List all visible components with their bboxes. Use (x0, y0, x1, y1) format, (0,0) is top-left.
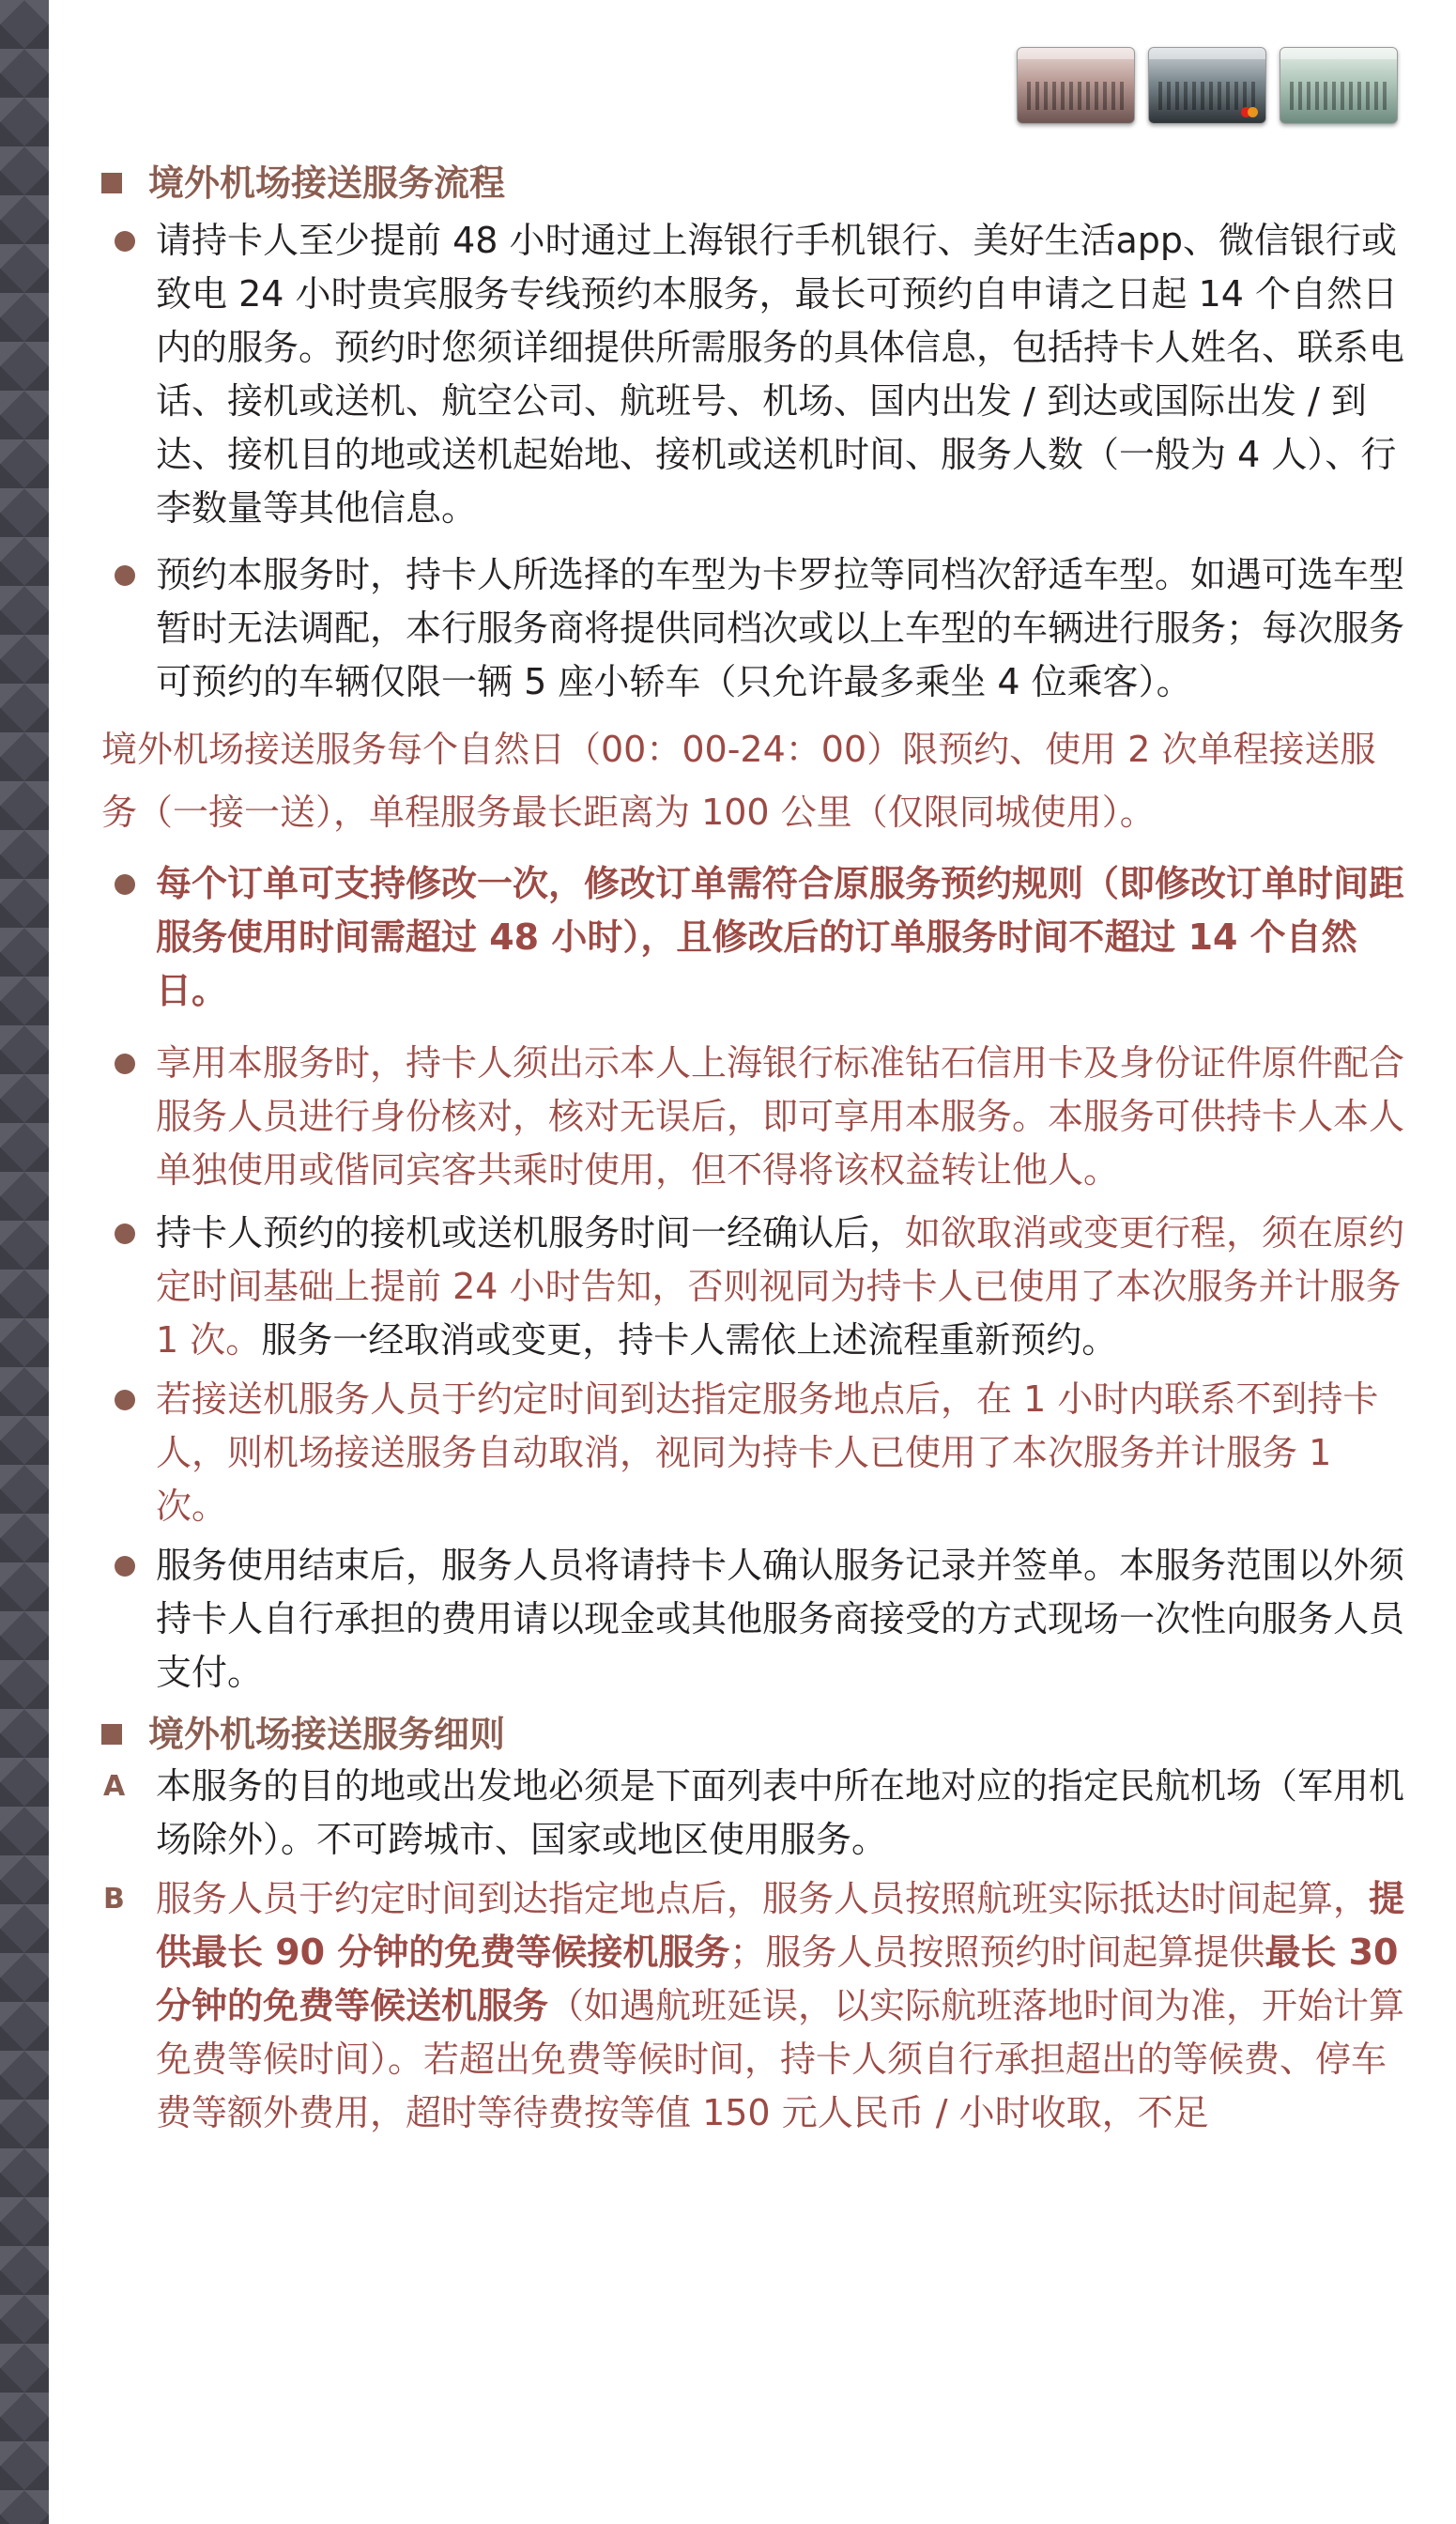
bullet-text: 预约本服务时，持卡人所选择的车型为卡罗拉等同档次舒适车型。如遇可选车型暂时无法调配，本行服务商将提供同档次或以上车型的车辆进行服务；每次服务可预约的车辆仅限一辆 5 座小轿车（只允许最多乘坐 4 位乘客）。 (156, 554, 1405, 702)
bullet-text-part2: 如欲取消或变更行程，须在原约定时间基础上提前 24 小时告知，否则视同为持卡人已使用了本次服务并计服务 1 次。 (156, 1212, 1405, 1361)
credit-card-image-1 (1017, 47, 1135, 124)
section-title: 境外机场接送服务流程 (148, 162, 506, 204)
bullet-item-cancel-change (101, 1207, 1411, 1367)
bullet-text: 每个订单可支持修改一次，修改订单需符合原服务预约规则（即修改订单时间距服务使用时间需超过 48 小时），且修改后的订单服务时间不超过 14 个自然日。 (156, 863, 1405, 1011)
bullet-text: 服务使用结束后，服务人员将请持卡人确认服务记录并签单。本服务范围以外须持卡人自行承担的费用请以现金或其他服务商接受的方式现场一次性向服务人员支付。 (156, 1545, 1405, 1693)
rule-item-b (101, 1872, 1411, 2140)
mastercard-logo-icon (1241, 107, 1258, 117)
bullet-item-identity (101, 1037, 1411, 1197)
decorative-side-border (0, 0, 49, 2524)
rule-text-part2: 提供最长 90 分钟的免费等候接机服务 (156, 1878, 1405, 1973)
bullet-dot-icon (115, 231, 135, 252)
rule-text-part5: （如遇航班延误，以实际航班落地时间为准，开始计算免费等候时间）。若超出免费等候时间，持卡人须自行承担超出的等候费、停车费等额外费用，超时等待费按等值 150 元人民币 / 小时收取，不足 (156, 1985, 1405, 2133)
rule-text-part3: ；服务人员按照预约时间起算提供 (729, 1931, 1265, 1973)
bullet-dot-icon (115, 1224, 135, 1244)
bullet-item-signoff (101, 1539, 1411, 1700)
section-heading-rules (101, 1709, 1411, 1760)
rule-item-a (101, 1760, 1411, 1867)
credit-card-image-3 (1280, 47, 1398, 124)
bullet-text-part3: 服务一经取消或变更，持卡人需依上述流程重新预约。 (261, 1319, 1118, 1361)
bullet-item-vehicle (101, 548, 1411, 709)
bullet-item-booking (101, 214, 1411, 535)
bullet-text: 若接送机服务人员于约定时间到达指定服务地点后，在 1 小时内联系不到持卡人，则机场接送服务自动取消，视同为持卡人已使用了本次服务并计服务 1 次。 (156, 1378, 1379, 1527)
bullet-item-no-show (101, 1373, 1411, 1533)
bullet-dot-icon (115, 1390, 135, 1410)
bullet-dot-icon (115, 1054, 135, 1074)
rule-letter: A (103, 1770, 126, 1803)
section-title: 境外机场接送服务细则 (148, 1714, 506, 1755)
bullet-dot-icon (115, 1556, 135, 1577)
bullet-item-modify-order (101, 857, 1411, 1018)
square-bullet-icon (101, 1724, 122, 1745)
square-bullet-icon (101, 173, 122, 193)
rule-letter: B (103, 1883, 125, 1916)
paragraph-daily-limit: 境外机场接送服务每个自然日（00：00-24：00）限预约、使用 2 次单程接送服务（一接一送），单程服务最长距离为 100 公里（仅限同城使用）。 (101, 729, 1376, 833)
bullet-text-part1: 持卡人预约的接机或送机服务时间一经确认后， (156, 1212, 906, 1254)
bullet-dot-icon (115, 565, 135, 586)
credit-card-image-2 (1148, 47, 1266, 124)
rule-text: 本服务的目的地或出发地必须是下面列表中所在地对应的指定民航机场（军用机场除外）。不可跨城市、国家或地区使用服务。 (156, 1765, 1405, 1860)
bullet-dot-icon (115, 874, 135, 895)
rule-text-part4: 最长 30 分钟的免费等候送机服务 (156, 1931, 1399, 2026)
card-images (1017, 47, 1398, 124)
section-heading-process (101, 158, 1411, 208)
bullet-text: 享用本服务时，持卡人须出示本人上海银行标准钻石信用卡及身份证件原件配合服务人员进行身份核对，核对无误后，即可享用本服务。本服务可供持卡人本人单独使用或偕同宾客共乘时使用，但不得将该权益转让他人。 (156, 1042, 1405, 1191)
document-content (101, 158, 1411, 2140)
bullet-text: 请持卡人至少提前 48 小时通过上海银行手机银行、美好生活app、微信银行或致电 24 小时贵宾服务专线预约本服务，最长可预约自申请之日起 14 个自然日内的服务。预约时您须详细提供所需服务的具体信息，包括持卡人姓名、联系电话、接机或送机、航空公司、航班号、机场、国内出发 / 到达或国际出发 / 到达、接机目的地或送机起始地、接机或送机时间、服务人数（一般为 4 人）、行李数量等其他信息。 (156, 220, 1405, 529)
rule-text-part1: 服务人员于约定时间到达指定地点后，服务人员按照航班实际抵达时间起算， (156, 1878, 1370, 1919)
